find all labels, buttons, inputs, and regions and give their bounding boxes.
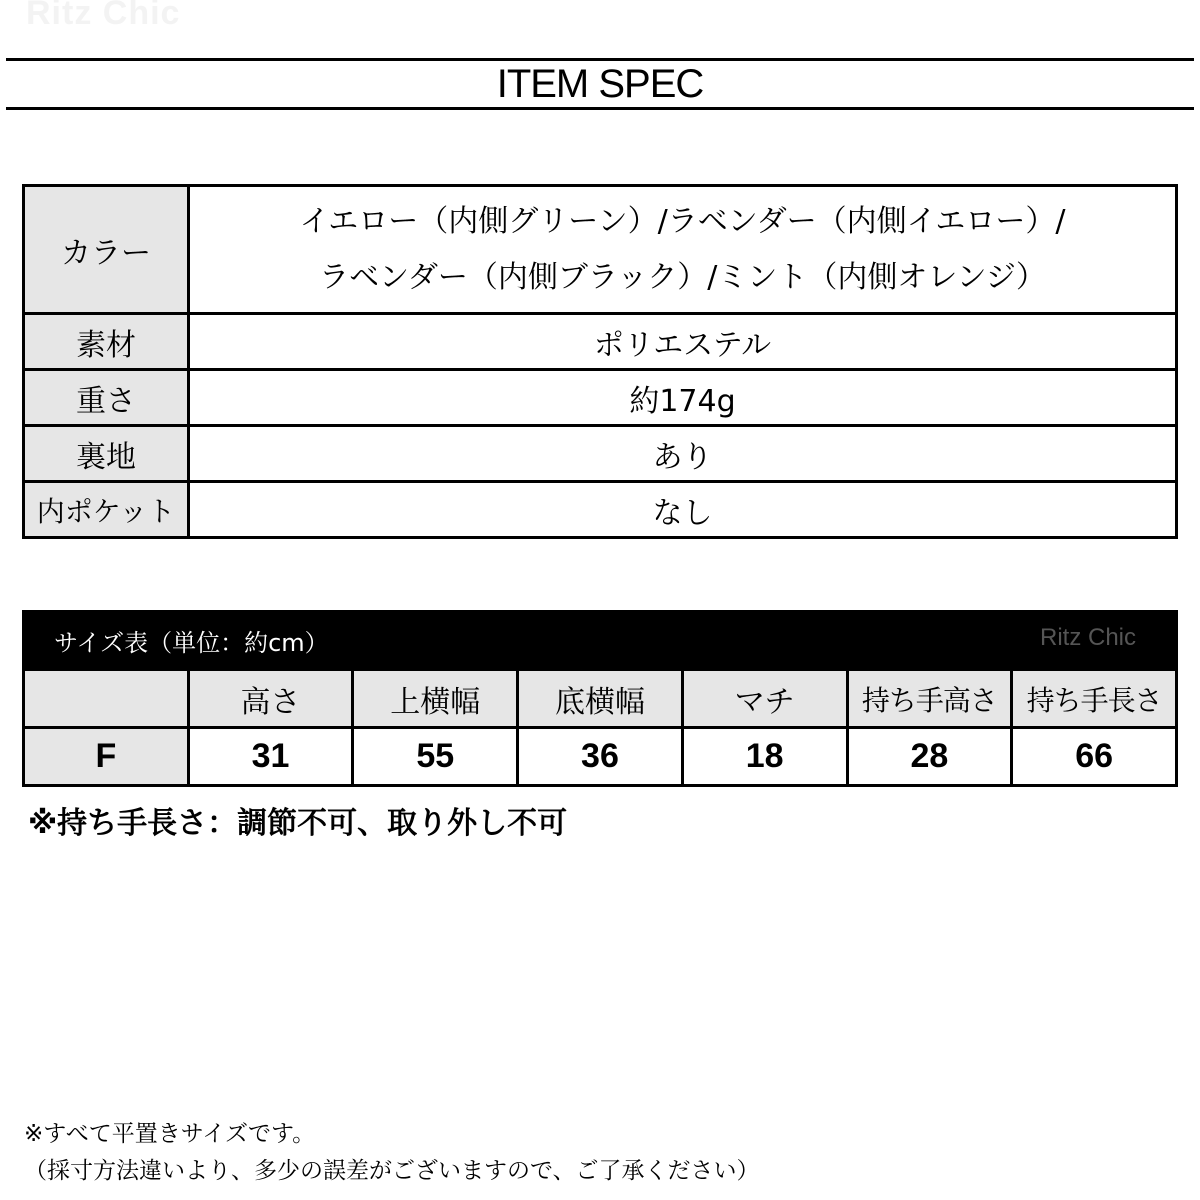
spec-value: ポリエステル <box>189 314 1177 370</box>
spec-value: あり <box>189 426 1177 482</box>
footnote-2: （採寸方法違いより、多少の誤差がございますので、ご了承ください） <box>24 1158 760 1184</box>
spec-table <box>22 184 1178 539</box>
color-line-1: イエロー（内側グリーン）/ラベンダー（内側イエロー）/ <box>299 203 1066 239</box>
title-rule-bottom <box>6 107 1194 110</box>
spec-label: 内ポケット <box>24 482 189 538</box>
size-col-header <box>24 670 189 728</box>
size-col-header: 持ち手高さ <box>847 670 1012 728</box>
size-table-caption: サイズ表（単位：約cm） <box>54 629 329 657</box>
page-title: ITEM SPEC <box>496 62 704 106</box>
footnote-1: ※すべて平置きサイズです。 <box>24 1121 316 1147</box>
spec-label: 裏地 <box>24 426 189 482</box>
size-table-watermark: Ritz Chic <box>1039 624 1136 651</box>
size-col-header: 高さ <box>188 670 353 728</box>
size-table-head-row <box>24 670 1177 728</box>
spec-value: なし <box>189 482 1177 538</box>
size-value: 36 <box>518 728 683 786</box>
spec-row <box>24 426 1177 482</box>
spec-value-color <box>189 186 1177 314</box>
spec-row <box>24 482 1177 538</box>
spec-row <box>24 370 1177 426</box>
spec-value: 約174g <box>189 370 1177 426</box>
size-value: 18 <box>682 728 847 786</box>
size-col-header: 持ち手長さ <box>1012 670 1177 728</box>
handle-note: ※持ち手長さ：調節不可、取り外し不可 <box>28 806 568 841</box>
spec-row <box>24 314 1177 370</box>
size-col-header: 底横幅 <box>518 670 683 728</box>
size-label: F <box>24 728 189 786</box>
spec-label: 重さ <box>24 370 189 426</box>
size-value: 28 <box>847 728 1012 786</box>
size-row-f <box>24 728 1177 786</box>
size-value: 31 <box>188 728 353 786</box>
color-line-2: ラベンダー（内側ブラック）/ミント（内側オレンジ） <box>319 259 1046 295</box>
size-table-header-bar <box>22 610 1178 668</box>
spec-row-color <box>24 186 1177 314</box>
size-table <box>22 668 1178 787</box>
size-col-header: マチ <box>682 670 847 728</box>
brand-watermark: Ritz Chic <box>26 0 181 32</box>
size-value: 66 <box>1012 728 1177 786</box>
spec-label: 素材 <box>24 314 189 370</box>
size-value: 55 <box>353 728 518 786</box>
size-col-header: 上横幅 <box>353 670 518 728</box>
spec-label: カラー <box>24 186 189 314</box>
title-rule-top <box>6 58 1194 61</box>
